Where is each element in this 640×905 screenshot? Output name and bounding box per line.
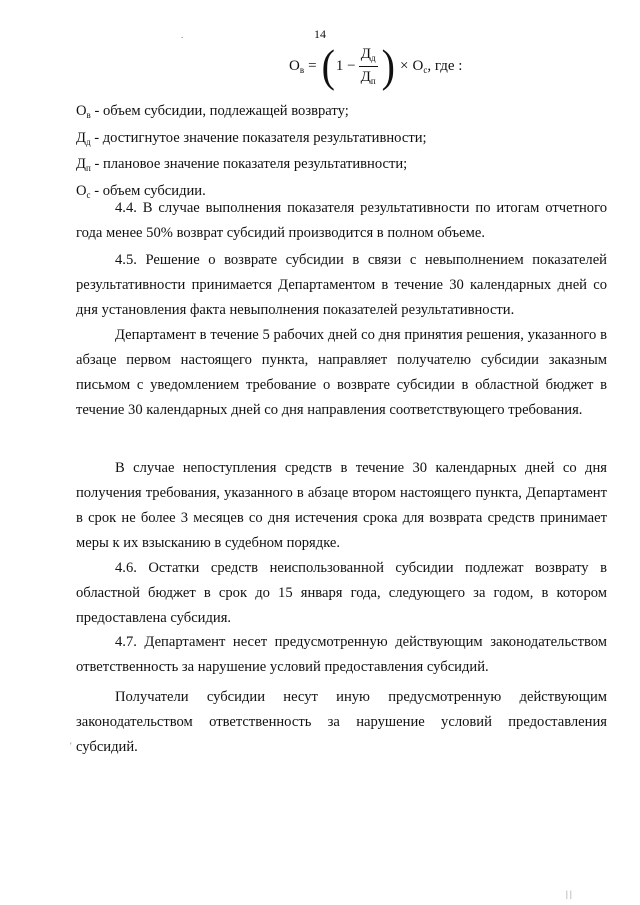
- scan-mark-top: .: [181, 30, 184, 40]
- formula-lhs: $О_в$: [289, 57, 305, 75]
- paragraph-4-4: 4.4. В случае выполнения показателя результативности по итогам отчетного года менее 50% возврат субсидий производится в полном объеме.: [76, 200, 607, 241]
- formula-close-paren: ): [381, 39, 395, 92]
- formula-numerator: $Д_д$: [359, 46, 378, 67]
- definition-item: $О_с$ - объем субсидии.: [76, 182, 206, 200]
- scan-mark-left: ': [70, 741, 72, 751]
- formula-equals: =: [308, 57, 317, 74]
- definition-item: $Д_п$ - плановое значение показателя результативности;: [76, 156, 408, 173]
- formula-fraction: [359, 46, 378, 87]
- definition-item: $Д_д$ - достигнутое значение показателя результативности;: [76, 129, 427, 147]
- paragraph-4-5-third: В случае непоступления средств в течение 30 календарных дней со дня получения требования, указанного в абзаце втором настоящего пункта, Департамент в срок не более 3 месяцев со дня истечения срока для возврата средств принимает меры к их взысканию в судебном порядке.: [76, 460, 607, 551]
- formula-rhs: $О_с$: [412, 57, 428, 75]
- formula-definitions: [76, 98, 607, 204]
- formula-tail: , где :: [427, 57, 463, 74]
- paragraph-4-6: 4.6. Остатки средств неиспользованной субсидии подлежат возврату в областной бюджет в срок до 15 января года, следующего за годом, в котором предоставлена субсидия.: [76, 560, 607, 626]
- paragraph-4-5: 4.5. Решение о возврате субсидии в связи с невыполнением показателей результативности принимается Департаментом в течение 30 календарных дней со дня установления факта невыполнения показателей результативности.: [76, 252, 607, 318]
- paragraph-4-5-second: Департамент в течение 5 рабочих дней со дня принятия решения, указанного в абзаце первом настоящего пункта, направляет получателю субсидии заказным письмом с уведомлением требование о возврате субсидии в областной бюджет в течение 30 календарных дней со дня направления соответствующего требования.: [76, 327, 607, 418]
- page-number: 14: [314, 27, 326, 41]
- formula-one-minus: 1 −: [335, 57, 356, 74]
- paragraph-4-7: 4.7. Департамент несет предусмотренную действующим законодательством ответственность за нарушение условий предоставления субсидий.: [76, 634, 607, 675]
- formula-denominator: $Д_п$: [360, 68, 376, 86]
- definition-item: $О_в$ - объем субсидии, подлежащей возврату;: [76, 103, 349, 120]
- scan-mark-bottom: | |: [566, 889, 572, 899]
- paragraph-4-7-second: Получатели субсидии несут иную предусмотренную действующим законодательством ответственность за нарушение условий предоставления субсидий.: [76, 689, 607, 755]
- formula-open-paren: (: [321, 39, 335, 92]
- refund-formula: [289, 41, 462, 91]
- formula-times: ×: [400, 57, 409, 74]
